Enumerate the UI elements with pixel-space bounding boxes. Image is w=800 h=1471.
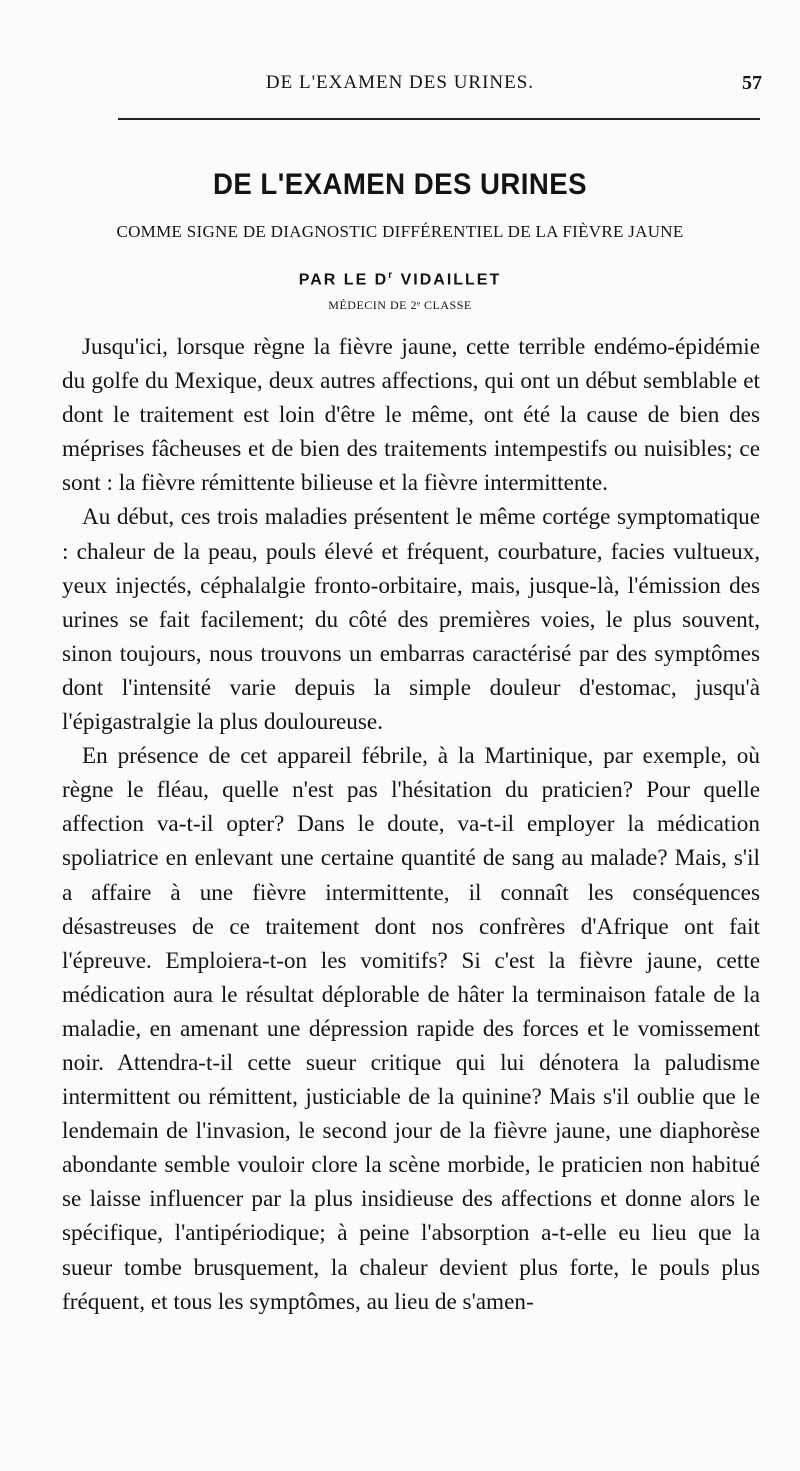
author-prefix: PAR LE D — [298, 271, 389, 289]
running-head — [0, 72, 800, 100]
author-line — [0, 270, 800, 289]
author-rank: MÉDECIN DE 2ᵉ CLASSE — [328, 298, 472, 312]
running-head-title: DE L'EXAMEN DES URINES. — [265, 72, 535, 93]
paragraph: Au début, ces trois maladies présentent le même cortége symptomatique : chaleur de la peau, pouls élevé et fréquent, courbature, facies vultueux, yeux injectés, céphalalgie fronto-orbitaire, mais, jusque-là, l'émission des urines se fait facilement; du côté des premières voies, le plus souvent, sinon toujours, nous trouvons un embarras caractérisé par des symptômes dont l'intensité varie depuis la simple douleur d'estomac, jusqu'à l'épigastralgie la plus douloureuse. — [62, 504, 760, 736]
article-body — [62, 330, 760, 1319]
author-title-sup: r — [388, 270, 395, 281]
page-number: 57 — [742, 72, 762, 94]
article-title: DE L'EXAMEN DES URINES — [212, 168, 588, 201]
paragraph: En présence de cet appareil fébrile, à la Martinique, par exemple, où règne le fléau, quelle n'est pas l'hésitation du praticien? Pour quelle affection va-t-il opter? Dans le doute, va-t-il employer la médication spoliatrice en enlevant une certaine quantité de sang au malade? Mais, s'il a affaire à une fièvre intermittente, il connaît les conséquences désastreuses de ce traitement dont nos confrères d'Afrique ont fait l'épreuve. Emploiera-t-on les vomitifs? Si c'est la fièvre jaune, cette médication aura le résultat déplorable de hâter la terminaison fatale de la maladie, en amenant une dépression rapide des forces et le vomissement noir. Attendra-t-il cette sueur critique qui lui dénotera la paludisme intermittent ou rémittent, justiciable de la quinine? Mais s'il oublie que le lendemain de l'invasion, le second jour de la fièvre jaune, une diaphorèse abondante semble vouloir clore la scène morbide, le praticien non habitué se laisse influencer par la plus insidieuse des affections et donne alors le spécifique, l'antipériodique; à peine l'absorption a-t-elle eu lieu que la sueur tombe brusquement, la chaleur devient plus forte, le pouls plus fréquent, et tous les symptômes, au lieu de s'amen- — [62, 743, 760, 1315]
author-name: VIDAILLET — [394, 271, 502, 289]
paragraph: Jusqu'ici, lorsque règne la fièvre jaune, cette terrible endémo-épidémie du golfe du Mexique, deux autres affections, qui ont un début semblable et dont le traitement est loin d'être le même, ont été la cause de bien des méprises fâcheuses et de bien des traitements intempestifs ou nuisibles; ce sont : la fièvre rémittente bilieuse et la fièvre intermittente. — [62, 334, 760, 497]
article-subtitle: COMME SIGNE DE DIAGNOSTIC DIFFÉRENTIEL DE LA FIÈVRE JAUNE — [116, 222, 684, 241]
header-rule — [118, 118, 760, 120]
